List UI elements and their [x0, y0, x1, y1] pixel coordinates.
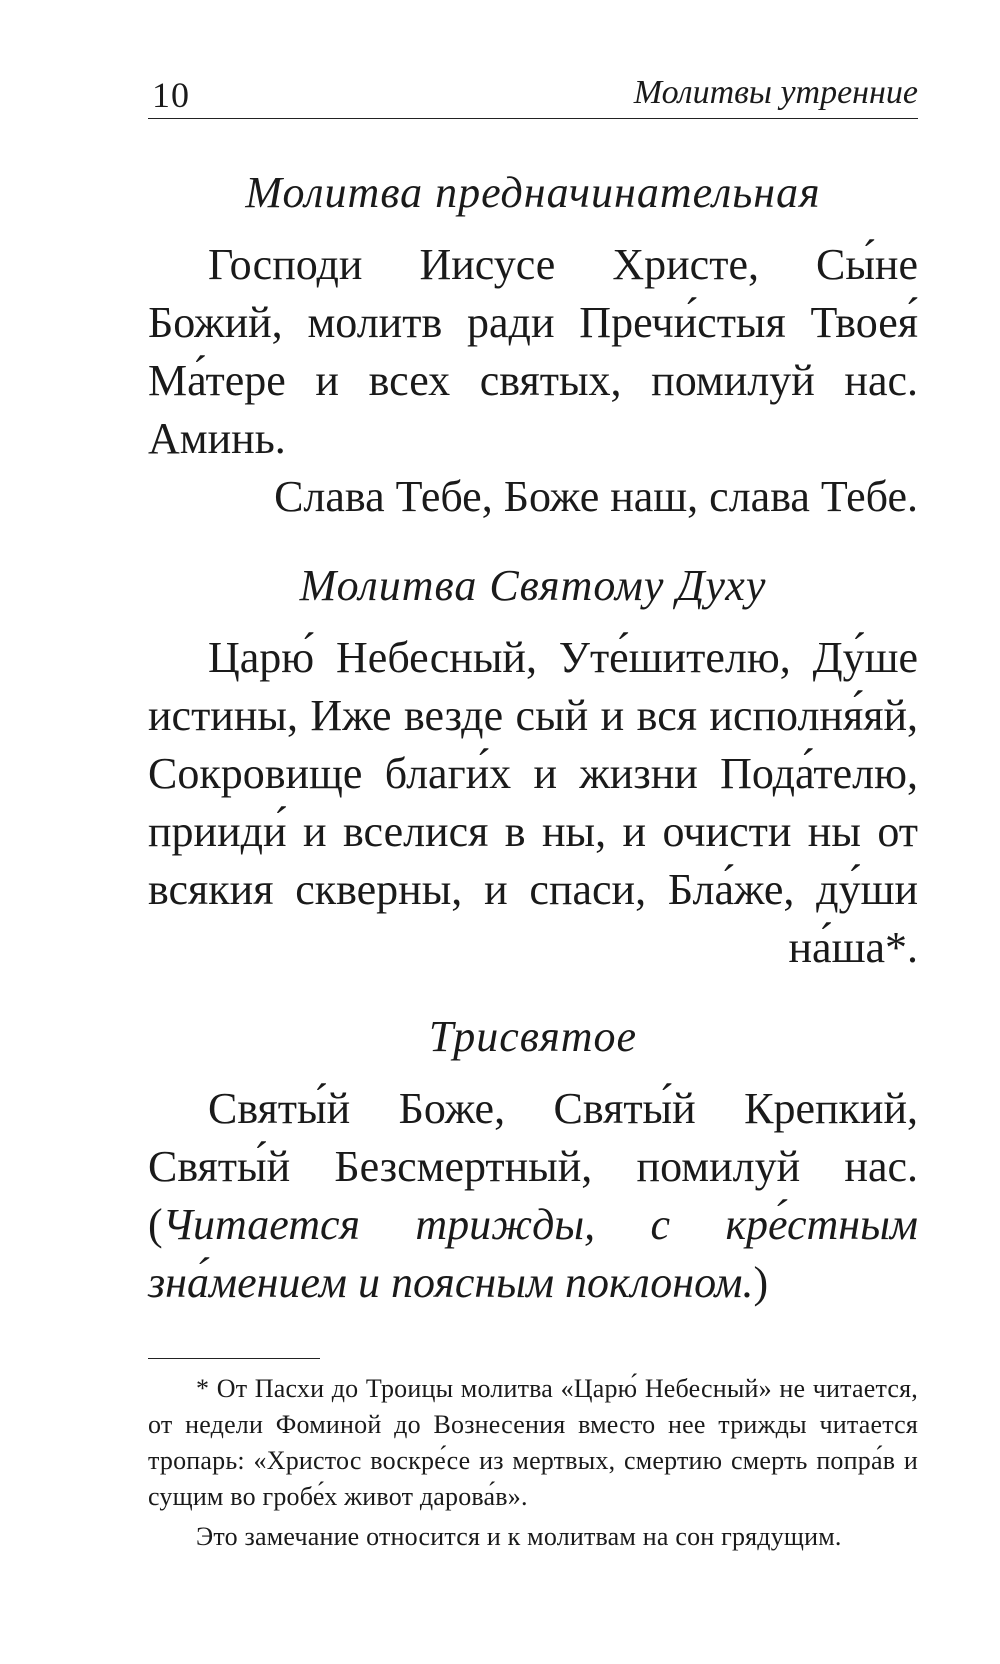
- instruction-close-paren: ): [753, 1258, 769, 1307]
- trisagion-text: Святы́й Боже, Святы́й Крепкий, Святы́й Безсмертный, помилуй нас.: [148, 1084, 918, 1191]
- prayer-text-initial: Господи Иисусе Христе, Сы́не Божий, молитв ради Пречи́стыя Твоея́ Ма́тере и всех святых, помилуй нас. Аминь.: [148, 240, 918, 463]
- prayer-text-holy-spirit: Царю́ Небесный, Уте́шителю, Ду́ше истины, Иже везде сый и вся исполня́яй, Сокровище благи́х и жизни Пода́телю, прииди́ и вселися в ны, и очисти ны от всякия скверны, и спаси, Бла́же, ду́ши на́ша*.: [148, 633, 918, 972]
- footnote-remark: Это замечание относится и к молитвам на сон грядущим.: [196, 1522, 842, 1551]
- page-number: 10: [152, 75, 190, 115]
- prayer-heading-trisagion: Трисвятое: [428, 1012, 638, 1061]
- prayer-glory-line: Слава Тебе, Боже наш, слава Тебе.: [274, 472, 918, 521]
- rubric-instruction: Читается трижды, с кре́стным зна́мением и поясным поклоном.: [148, 1200, 918, 1307]
- footnote-divider: [148, 1358, 320, 1359]
- page-header: [148, 60, 918, 119]
- prayer-heading-initial: Молитва предначинательная: [245, 168, 821, 217]
- book-page: [148, 60, 918, 1555]
- running-title: Молитвы утренние: [633, 74, 918, 111]
- prayer-heading-holy-spirit: Молитва Святому Духу: [299, 561, 767, 610]
- footnote-text: * От Пасхи до Троицы молитва «Царю́ Небесный» не читается, от недели Фоминой до Вознесения вместо нее трижды читается тропарь: «Христос воскре́се из мертвых, смертию смерть попра́в и сущим во гробе́х живот дарова́в».: [148, 1374, 918, 1511]
- prayer-text-trisagion: [148, 1080, 918, 1312]
- instruction-open-paren: (: [148, 1200, 163, 1249]
